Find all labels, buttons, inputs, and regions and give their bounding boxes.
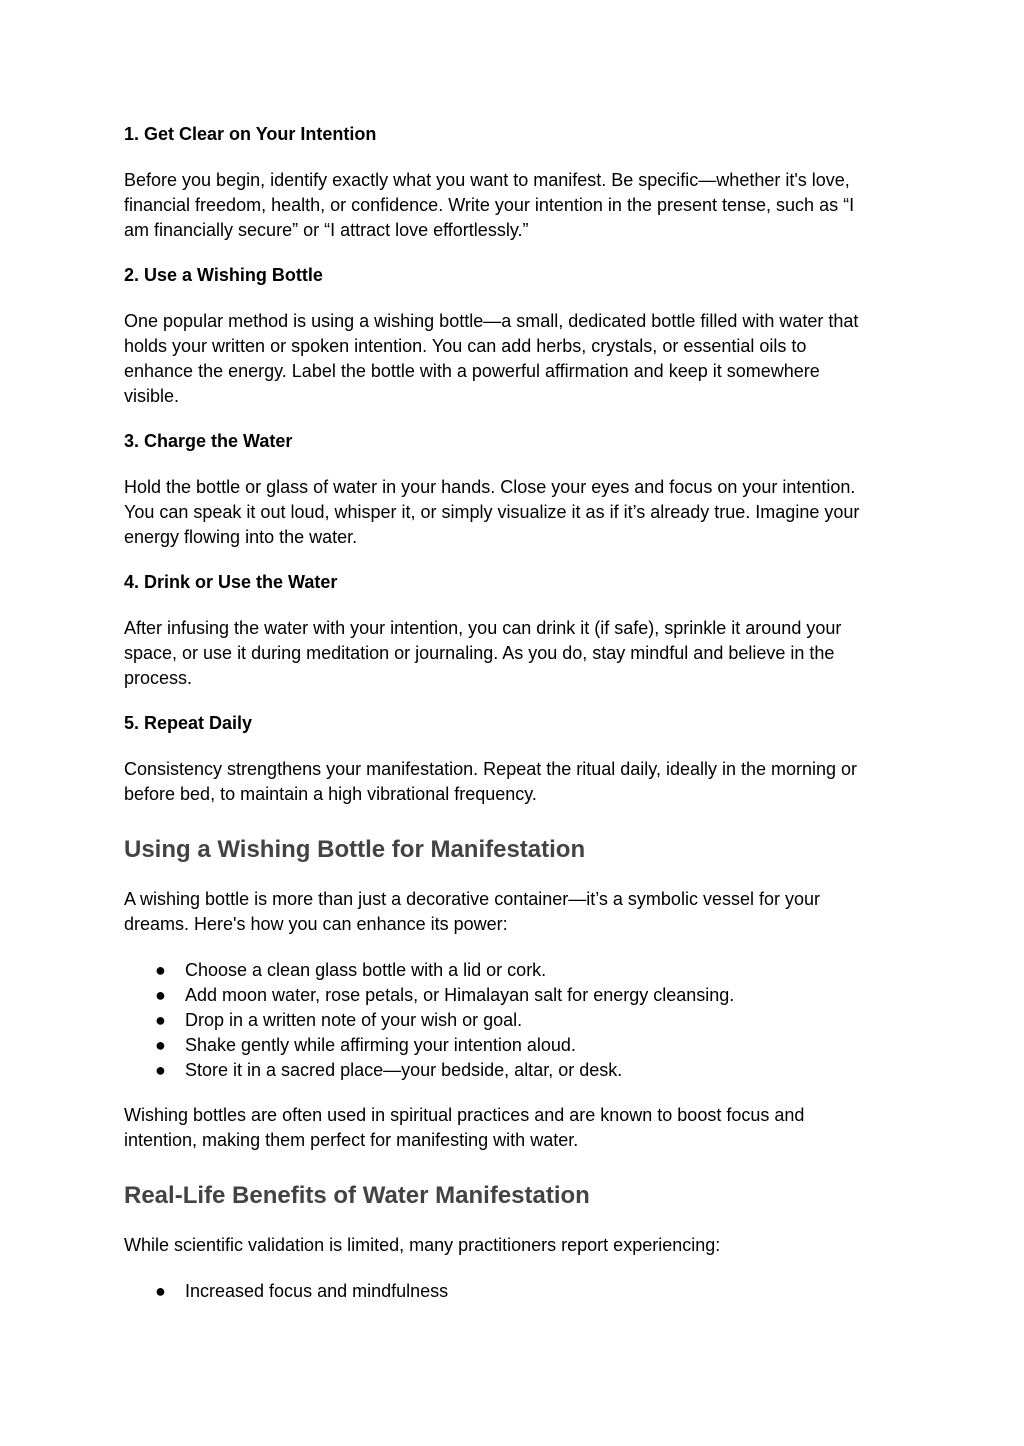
paragraph-line: financial freedom, health, or confidence. Write your intention in the present tense, such as “I xyxy=(124,195,855,215)
paragraph-line: Before you begin, identify exactly what you want to manifest. Be specific—whether it's love, xyxy=(124,170,850,190)
step-3-heading: 3. Charge the Water xyxy=(124,431,293,451)
list-item xyxy=(124,983,904,1008)
list-item xyxy=(124,1033,904,1058)
step-5-heading: 5. Repeat Daily xyxy=(124,713,253,733)
list-item xyxy=(124,1058,904,1083)
paragraph-line: Hold the bottle or glass of water in your hands. Close your eyes and focus on your intention. xyxy=(124,477,856,497)
paragraph-line: space, or use it during meditation or journaling. As you do, stay mindful and believe in the xyxy=(124,643,835,663)
step-4-paragraph xyxy=(124,616,904,691)
step-1-heading: 1. Get Clear on Your Intention xyxy=(124,124,377,144)
paragraph-line: A wishing bottle is more than just a decorative container—it’s a symbolic vessel for your xyxy=(124,889,820,909)
list-item-text: Add moon water, rose petals, or Himalayan salt for energy cleansing. xyxy=(185,985,735,1005)
paragraph-line: You can speak it out loud, whisper it, or simply visualize it as if it’s already true. Imagine your xyxy=(124,502,860,522)
paragraph-line: before bed, to maintain a high vibrational frequency. xyxy=(124,784,537,804)
wishing-bottle-closing xyxy=(124,1103,904,1153)
wishing-bottle-list xyxy=(124,958,904,1083)
bullet-icon: ● xyxy=(155,1035,166,1055)
paragraph-line: Consistency strengthens your manifestation. Repeat the ritual daily, ideally in the morning or xyxy=(124,759,858,779)
list-item-text: Store it in a sacred place—your bedside, altar, or desk. xyxy=(185,1060,623,1080)
list-item-text: Drop in a written note of your wish or goal. xyxy=(185,1010,523,1030)
step-5-paragraph xyxy=(124,757,904,807)
paragraph-line: dreams. Here's how you can enhance its power: xyxy=(124,914,508,934)
step-1-paragraph xyxy=(124,168,904,243)
bullet-icon: ● xyxy=(155,985,166,1005)
list-item xyxy=(124,1279,904,1304)
bullet-icon: ● xyxy=(155,960,166,980)
benefits-list xyxy=(124,1279,904,1304)
paragraph-line: holds your written or spoken intention. You can add herbs, crystals, or essential oils to xyxy=(124,336,807,356)
paragraph-line: process. xyxy=(124,668,193,688)
list-item xyxy=(124,958,904,983)
step-4-heading: 4. Drink or Use the Water xyxy=(124,572,338,592)
paragraph-line: One popular method is using a wishing bottle—a small, dedicated bottle filled with water that xyxy=(124,311,859,331)
step-2-paragraph xyxy=(124,309,904,409)
paragraph-line: visible. xyxy=(124,386,180,406)
paragraph-line: energy flowing into the water. xyxy=(124,527,358,547)
list-item-text: Shake gently while affirming your intention aloud. xyxy=(185,1035,576,1055)
paragraph-line: Wishing bottles are often used in spiritual practices and are known to boost focus and xyxy=(124,1105,805,1125)
wishing-bottle-intro xyxy=(124,887,904,937)
list-item-text: Choose a clean glass bottle with a lid or cork. xyxy=(185,960,547,980)
list-item xyxy=(124,1008,904,1033)
paragraph-line: enhance the energy. Label the bottle with a powerful affirmation and keep it somewhere xyxy=(124,361,820,381)
paragraph-line: intention, making them perfect for manifesting with water. xyxy=(124,1130,579,1150)
benefits-intro: While scientific validation is limited, many practitioners report experiencing: xyxy=(124,1235,721,1255)
wishing-bottle-heading: Using a Wishing Bottle for Manifestation xyxy=(124,836,586,863)
list-item-text: Increased focus and mindfulness xyxy=(185,1281,449,1301)
bullet-icon: ● xyxy=(155,1060,166,1080)
paragraph-line: After infusing the water with your intention, you can drink it (if safe), sprinkle it around your xyxy=(124,618,842,638)
bullet-icon: ● xyxy=(155,1281,166,1301)
step-3-paragraph xyxy=(124,475,904,550)
step-2-heading: 2. Use a Wishing Bottle xyxy=(124,265,323,285)
benefits-heading: Real-Life Benefits of Water Manifestation xyxy=(124,1182,590,1209)
paragraph-line: am financially secure” or “I attract love effortlessly.” xyxy=(124,220,529,240)
bullet-icon: ● xyxy=(155,1010,166,1030)
